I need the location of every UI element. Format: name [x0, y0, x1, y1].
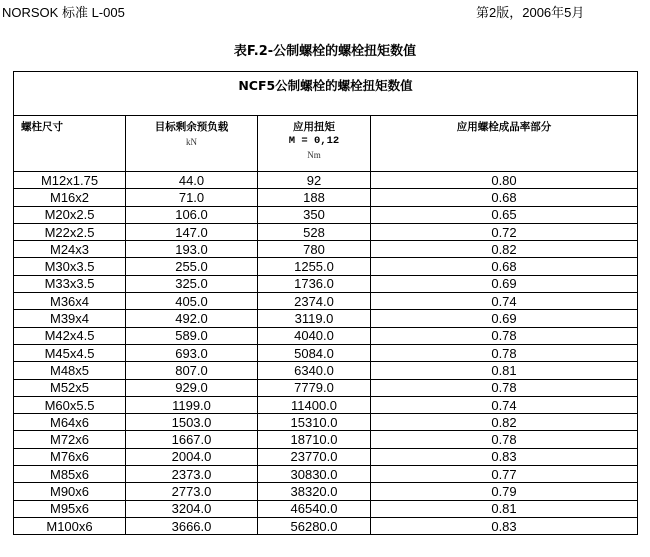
yield-fraction-cell: 0.78 — [371, 379, 638, 396]
yield-fraction-cell: 0.79 — [371, 483, 638, 500]
target-preload-cell: 255.0 — [126, 258, 258, 275]
target-preload-cell: 589.0 — [126, 327, 258, 344]
target-preload-cell: 2004.0 — [126, 448, 258, 465]
target-preload-cell: 1199.0 — [126, 396, 258, 413]
target-preload-cell: 325.0 — [126, 275, 258, 292]
yield-fraction-cell: 0.83 — [371, 448, 638, 465]
yield-fraction-cell: 0.74 — [371, 293, 638, 310]
stud-size-cell: M24x3 — [14, 241, 126, 258]
table-row — [14, 275, 638, 292]
header-unit-applied-torque: Nm — [307, 150, 321, 160]
applied-torque-cell: 780 — [258, 241, 371, 258]
yield-fraction-cell: 0.68 — [371, 258, 638, 275]
applied-torque-cell: 7779.0 — [258, 379, 371, 396]
header-left: NORSOK 标准 L-005 — [2, 5, 125, 20]
target-preload-cell: 2773.0 — [126, 483, 258, 500]
table-row — [14, 431, 638, 448]
yield-fraction-cell: 0.80 — [371, 172, 638, 189]
yield-fraction-cell: 0.82 — [371, 241, 638, 258]
stud-size-cell: M60x5.5 — [14, 396, 126, 413]
applied-torque-cell: 38320.0 — [258, 483, 371, 500]
table-row — [14, 293, 638, 310]
stud-size-cell: M22x2.5 — [14, 223, 126, 240]
applied-torque-cell: 1736.0 — [258, 275, 371, 292]
target-preload-cell: 71.0 — [126, 189, 258, 206]
stud-size-cell: M33x3.5 — [14, 275, 126, 292]
stud-size-cell: M30x3.5 — [14, 258, 126, 275]
target-preload-cell: 193.0 — [126, 241, 258, 258]
stud-size-cell: M52x5 — [14, 379, 126, 396]
header-label-yield-fraction: 应用螺栓成品率部分 — [456, 121, 552, 133]
yield-fraction-cell: 0.69 — [371, 310, 638, 327]
applied-torque-cell: 188 — [258, 189, 371, 206]
target-preload-cell: 147.0 — [126, 223, 258, 240]
table-row — [14, 483, 638, 500]
target-preload-cell: 3666.0 — [126, 517, 258, 534]
yield-fraction-cell: 0.78 — [371, 431, 638, 448]
table-row — [14, 327, 638, 344]
target-preload-cell: 405.0 — [126, 293, 258, 310]
applied-torque-cell: 350 — [258, 206, 371, 223]
target-preload-cell: 2373.0 — [126, 466, 258, 483]
yield-fraction-cell: 0.69 — [371, 275, 638, 292]
table-row — [14, 258, 638, 275]
yield-fraction-cell: 0.68 — [371, 189, 638, 206]
bolt-torque-table — [13, 71, 638, 535]
stud-size-cell: M64x6 — [14, 414, 126, 431]
header-label-target-preload: 目标剩余预负载 — [154, 121, 229, 133]
applied-torque-cell: 11400.0 — [258, 396, 371, 413]
stud-size-cell: M39x4 — [14, 310, 126, 327]
stud-size-cell: M100x6 — [14, 517, 126, 534]
table-row — [14, 241, 638, 258]
stud-size-cell: M76x6 — [14, 448, 126, 465]
table-header-row — [14, 116, 638, 172]
applied-torque-cell: 92 — [258, 172, 371, 189]
applied-torque-cell: 23770.0 — [258, 448, 371, 465]
yield-fraction-cell: 0.72 — [371, 223, 638, 240]
yield-fraction-cell: 0.74 — [371, 396, 638, 413]
target-preload-cell: 3204.0 — [126, 500, 258, 517]
applied-torque-cell: 15310.0 — [258, 414, 371, 431]
applied-torque-cell: 56280.0 — [258, 517, 371, 534]
yield-fraction-cell: 0.83 — [371, 517, 638, 534]
yield-fraction-cell: 0.82 — [371, 414, 638, 431]
table-row — [14, 344, 638, 361]
table-row — [14, 414, 638, 431]
table-caption-row — [14, 72, 638, 116]
table-row — [14, 466, 638, 483]
header-cell-stud-size — [14, 116, 126, 172]
target-preload-cell: 106.0 — [126, 206, 258, 223]
yield-fraction-cell: 0.78 — [371, 327, 638, 344]
target-preload-cell: 44.0 — [126, 172, 258, 189]
table-row — [14, 310, 638, 327]
target-preload-cell: 1667.0 — [126, 431, 258, 448]
applied-torque-cell: 5084.0 — [258, 344, 371, 361]
target-preload-cell: 929.0 — [126, 379, 258, 396]
stud-size-cell: M12x1.75 — [14, 172, 126, 189]
stud-size-cell: M72x6 — [14, 431, 126, 448]
stud-size-cell: M20x2.5 — [14, 206, 126, 223]
table-row — [14, 206, 638, 223]
applied-torque-cell: 3119.0 — [258, 310, 371, 327]
target-preload-cell: 807.0 — [126, 362, 258, 379]
yield-fraction-cell: 0.81 — [371, 362, 638, 379]
page-title: 表F.2-公制螺栓的螺栓扭矩数值 — [233, 44, 417, 59]
applied-torque-cell: 528 — [258, 223, 371, 240]
header-cell-applied-torque — [258, 116, 371, 172]
yield-fraction-cell: 0.65 — [371, 206, 638, 223]
stud-size-cell: M90x6 — [14, 483, 126, 500]
applied-torque-cell: 30830.0 — [258, 466, 371, 483]
table-row — [14, 362, 638, 379]
applied-torque-cell: 2374.0 — [258, 293, 371, 310]
yield-fraction-cell: 0.78 — [371, 344, 638, 361]
stud-size-cell: M45x4.5 — [14, 344, 126, 361]
applied-torque-cell: 1255.0 — [258, 258, 371, 275]
applied-torque-cell: 46540.0 — [258, 500, 371, 517]
table-row — [14, 500, 638, 517]
table-caption: NCF5公制螺栓的螺栓扭矩数值 — [14, 72, 638, 116]
table-row — [14, 172, 638, 189]
header-label-stud-size: 螺柱尺寸 — [21, 121, 63, 133]
header-right: 第2版，2006年5月 — [476, 5, 585, 20]
stud-size-cell: M95x6 — [14, 500, 126, 517]
yield-fraction-cell: 0.77 — [371, 466, 638, 483]
stud-size-cell: M16x2 — [14, 189, 126, 206]
target-preload-cell: 1503.0 — [126, 414, 258, 431]
applied-torque-cell: 6340.0 — [258, 362, 371, 379]
table-row — [14, 448, 638, 465]
stud-size-cell: M85x6 — [14, 466, 126, 483]
table-row — [14, 396, 638, 413]
yield-fraction-cell: 0.81 — [371, 500, 638, 517]
applied-torque-cell: 18710.0 — [258, 431, 371, 448]
stud-size-cell: M36x4 — [14, 293, 126, 310]
table-row — [14, 223, 638, 240]
table-row — [14, 379, 638, 396]
applied-torque-cell: 4040.0 — [258, 327, 371, 344]
header-formula-applied-torque: M = 0,12 — [288, 135, 340, 147]
table-row — [14, 517, 638, 534]
target-preload-cell: 693.0 — [126, 344, 258, 361]
table-row — [14, 189, 638, 206]
target-preload-cell: 492.0 — [126, 310, 258, 327]
header-cell-yield-fraction — [371, 116, 638, 172]
stud-size-cell: M48x5 — [14, 362, 126, 379]
stud-size-cell: M42x4.5 — [14, 327, 126, 344]
header-unit-target-preload: kN — [186, 137, 197, 147]
header-label-applied-torque: 应用扭矩 — [293, 121, 335, 133]
header-cell-target-preload — [126, 116, 258, 172]
